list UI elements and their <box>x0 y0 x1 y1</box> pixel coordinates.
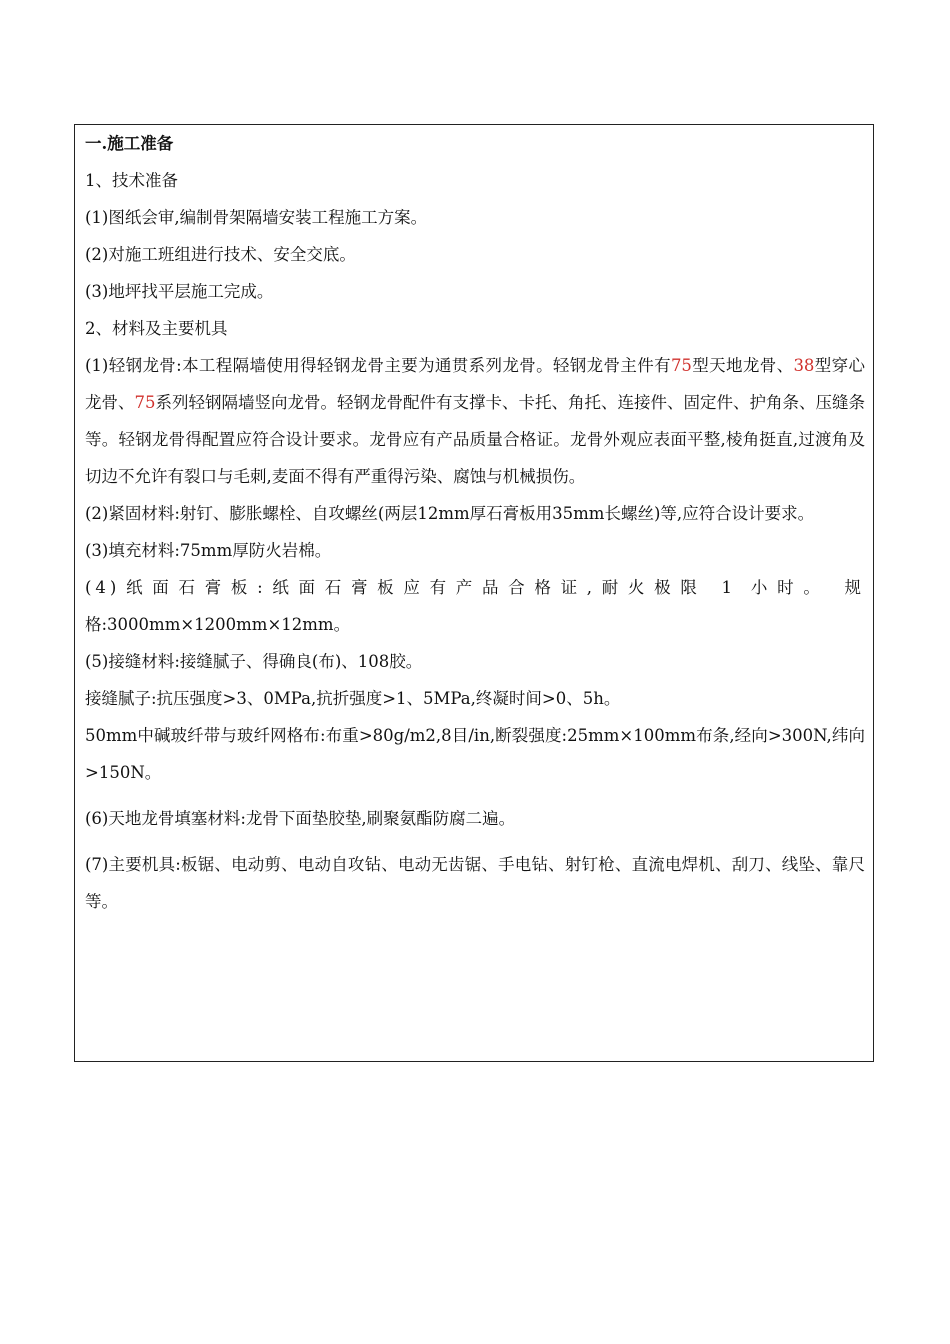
keel-text-4: 系列轻钢隔墙竖向龙骨。轻钢龙骨配件有支撑卡、卡托、角托、连接件、固定件、护角条、压缝条等。轻钢龙骨得配置应符合设计要求。龙骨应有产品质量合格证。龙骨外观应表面平整,棱角挺直,过渡角及切边不允许有裂口与毛刺,麦面不得有严重得污染、腐蚀与机械损伤。 <box>85 393 865 486</box>
keel-number-75b: 75 <box>134 393 156 412</box>
putty-line: 接缝腻子:抗压强度>3、0MPa,抗折强度>1、5MPa,终凝时间>0、5h。 <box>85 689 621 708</box>
fastening-paragraph: (2)紧固材料:射钉、膨胀螺栓、自攻螺丝(两层12mm厚石膏板用35mm长螺丝)等,应符合设计要求。 <box>85 504 815 523</box>
filling-line: (3)填充材料:75mm厚防火岩棉。 <box>85 541 332 560</box>
tape-paragraph: 50mm中碱玻纤带与玻纤网格布:布重>80g/m2,8目/in,断裂强度:25mm×100mm布条,经向>300N,纬向>150N。 <box>85 726 865 782</box>
keel-text-3: 型穿心龙骨、 <box>85 356 866 412</box>
keel-number-38: 38 <box>793 356 815 375</box>
tech-item-2: (2)对施工班组进行技术、安全交底。 <box>85 245 356 264</box>
keel-text-1: (1)轻钢龙骨:本工程隔墙使用得轻钢龙骨主要为通贯系列龙骨。轻钢龙骨主件有 <box>85 356 671 375</box>
materials-heading: 2、材料及主要机具 <box>85 319 228 338</box>
gypsum-line-1: (4)纸面石膏板:纸面石膏板应有产品合格证,耐火极限 1 小时。 规 <box>85 578 865 597</box>
tech-item-3: (3)地坪找平层施工完成。 <box>85 282 274 301</box>
keel-text-2: 型天地龙骨、 <box>691 356 794 375</box>
keel-number-75: 75 <box>670 356 692 375</box>
joint-line: (5)接缝材料:接缝腻子、得确良(布)、108胶。 <box>85 652 423 671</box>
keel-paragraph <box>85 347 865 495</box>
gypsum-line-2: 格:3000mm×1200mm×12mm。 <box>85 615 351 634</box>
section-title: 一.施工准备 <box>85 134 174 153</box>
tech-heading: 1、技术准备 <box>85 171 178 190</box>
tools-paragraph: (7)主要机具:板锯、电动剪、电动自攻钻、电动无齿锯、手电钻、射钉枪、直流电焊机、刮刀、线坠、靠尺等。 <box>85 855 865 911</box>
document-frame <box>74 124 874 1062</box>
document-content <box>85 125 865 920</box>
tech-item-1: (1)图纸会审,编制骨架隔墙安装工程施工方案。 <box>85 208 428 227</box>
keel-fill-line: (6)天地龙骨填塞材料:龙骨下面垫胶垫,刷聚氨酯防腐二遍。 <box>85 809 516 828</box>
